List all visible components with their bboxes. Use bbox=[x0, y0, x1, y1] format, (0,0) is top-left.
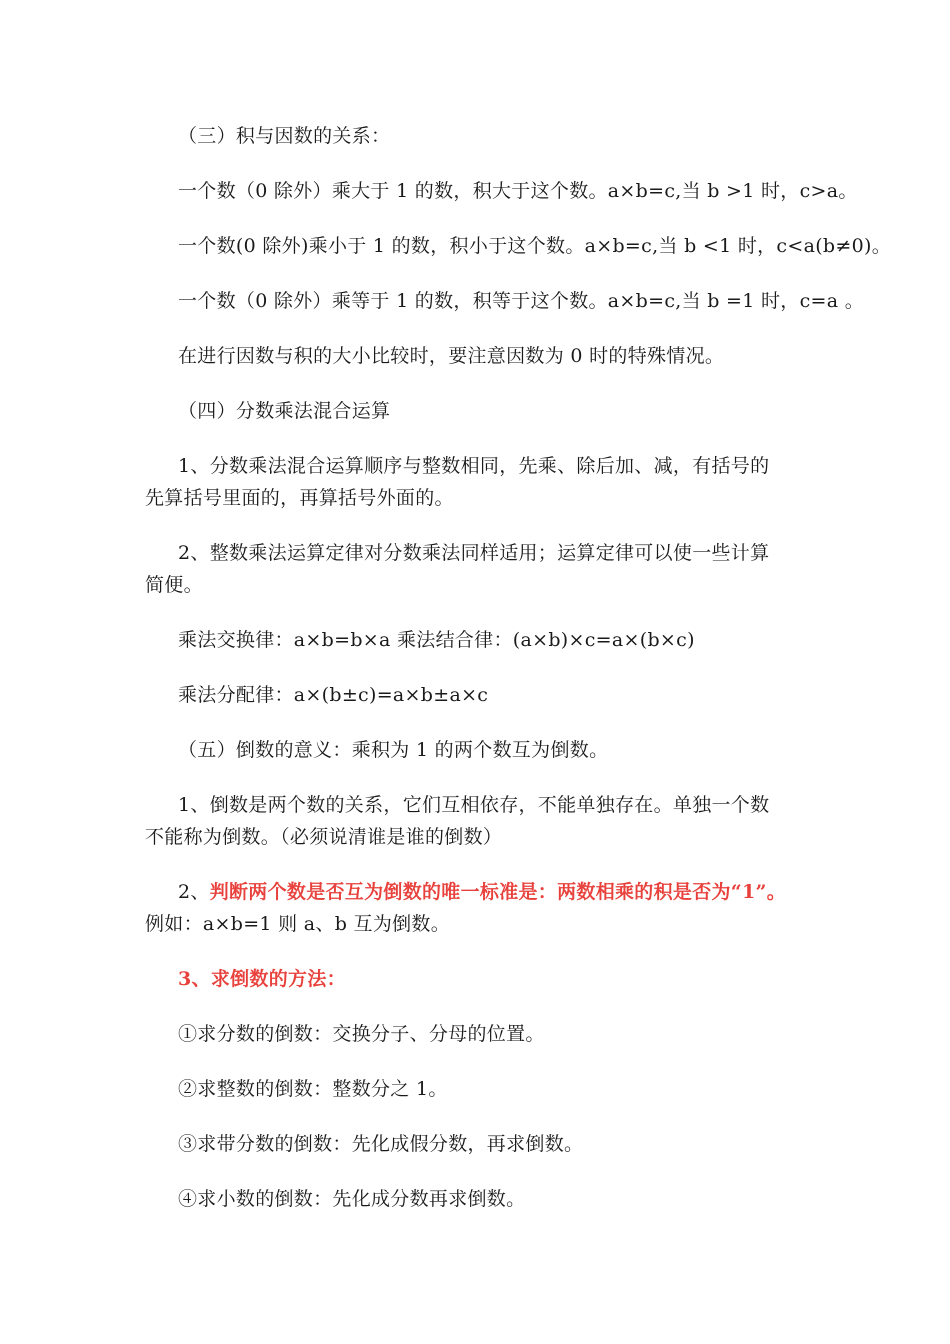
paragraph-line: 在进行因数与积的大小比较时，要注意因数为 0 时的特殊情况。 bbox=[178, 345, 725, 367]
method-item: ②求整数的倒数：整数分之 1。 bbox=[178, 1078, 448, 1100]
formula-line: 乘法分配律：a×(b±c)=a×b±a×c bbox=[178, 684, 489, 706]
paragraph-line: 一个数(0 除外)乘小于 1 的数，积小于这个数。a×b=c,当 b <1 时，c<a(b≠0)。 bbox=[178, 235, 892, 257]
section-heading-3: （三）积与因数的关系： bbox=[178, 125, 391, 147]
paragraph-line: 不能称为倒数。（必须说清谁是谁的倒数） bbox=[145, 826, 503, 848]
formula-line: 乘法交换律：a×b=b×a 乘法结合律：(a×b)×c=a×(b×c) bbox=[178, 629, 695, 651]
paragraph-line: 先算括号里面的，再算括号外面的。 bbox=[145, 487, 454, 509]
method-item: ③求带分数的倒数：先化成假分数，再求倒数。 bbox=[178, 1133, 584, 1155]
highlight-paragraph bbox=[178, 880, 786, 904]
paragraph-line: 一个数（0 除外）乘等于 1 的数，积等于这个数。a×b=c,当 b =1 时，c=a 。 bbox=[178, 290, 865, 312]
paragraph-line: 简便。 bbox=[145, 574, 203, 596]
paragraph-line: 例如：a×b=1 则 a、b 互为倒数。 bbox=[145, 913, 451, 935]
paragraph-line: 1、分数乘法混合运算顺序与整数相同，先乘、除后加、减，有括号的 bbox=[178, 455, 770, 477]
method-item: ①求分数的倒数：交换分子、分母的位置。 bbox=[178, 1023, 545, 1045]
paragraph-line: 2、整数乘法运算定律对分数乘法同样适用；运算定律可以使一些计算 bbox=[178, 542, 770, 564]
method-item: ④求小数的倒数：先化成分数再求倒数。 bbox=[178, 1188, 526, 1210]
paragraph-line: 1、倒数是两个数的关系，它们互相依存，不能单独存在。单独一个数 bbox=[178, 794, 770, 816]
method-heading: 3、求倒数的方法： bbox=[178, 968, 346, 990]
item-prefix: 2、 bbox=[178, 881, 210, 903]
paragraph-line: 一个数（0 除外）乘大于 1 的数，积大于这个数。a×b=c,当 b >1 时，c>a。 bbox=[178, 180, 858, 202]
highlighted-rule: 判断两个数是否互为倒数的唯一标准是：两数相乘的积是否为“1”。 bbox=[209, 881, 787, 903]
section-heading-5: （五）倒数的意义：乘积为 1 的两个数互为倒数。 bbox=[178, 739, 609, 761]
section-heading-4: （四）分数乘法混合运算 bbox=[178, 400, 391, 422]
